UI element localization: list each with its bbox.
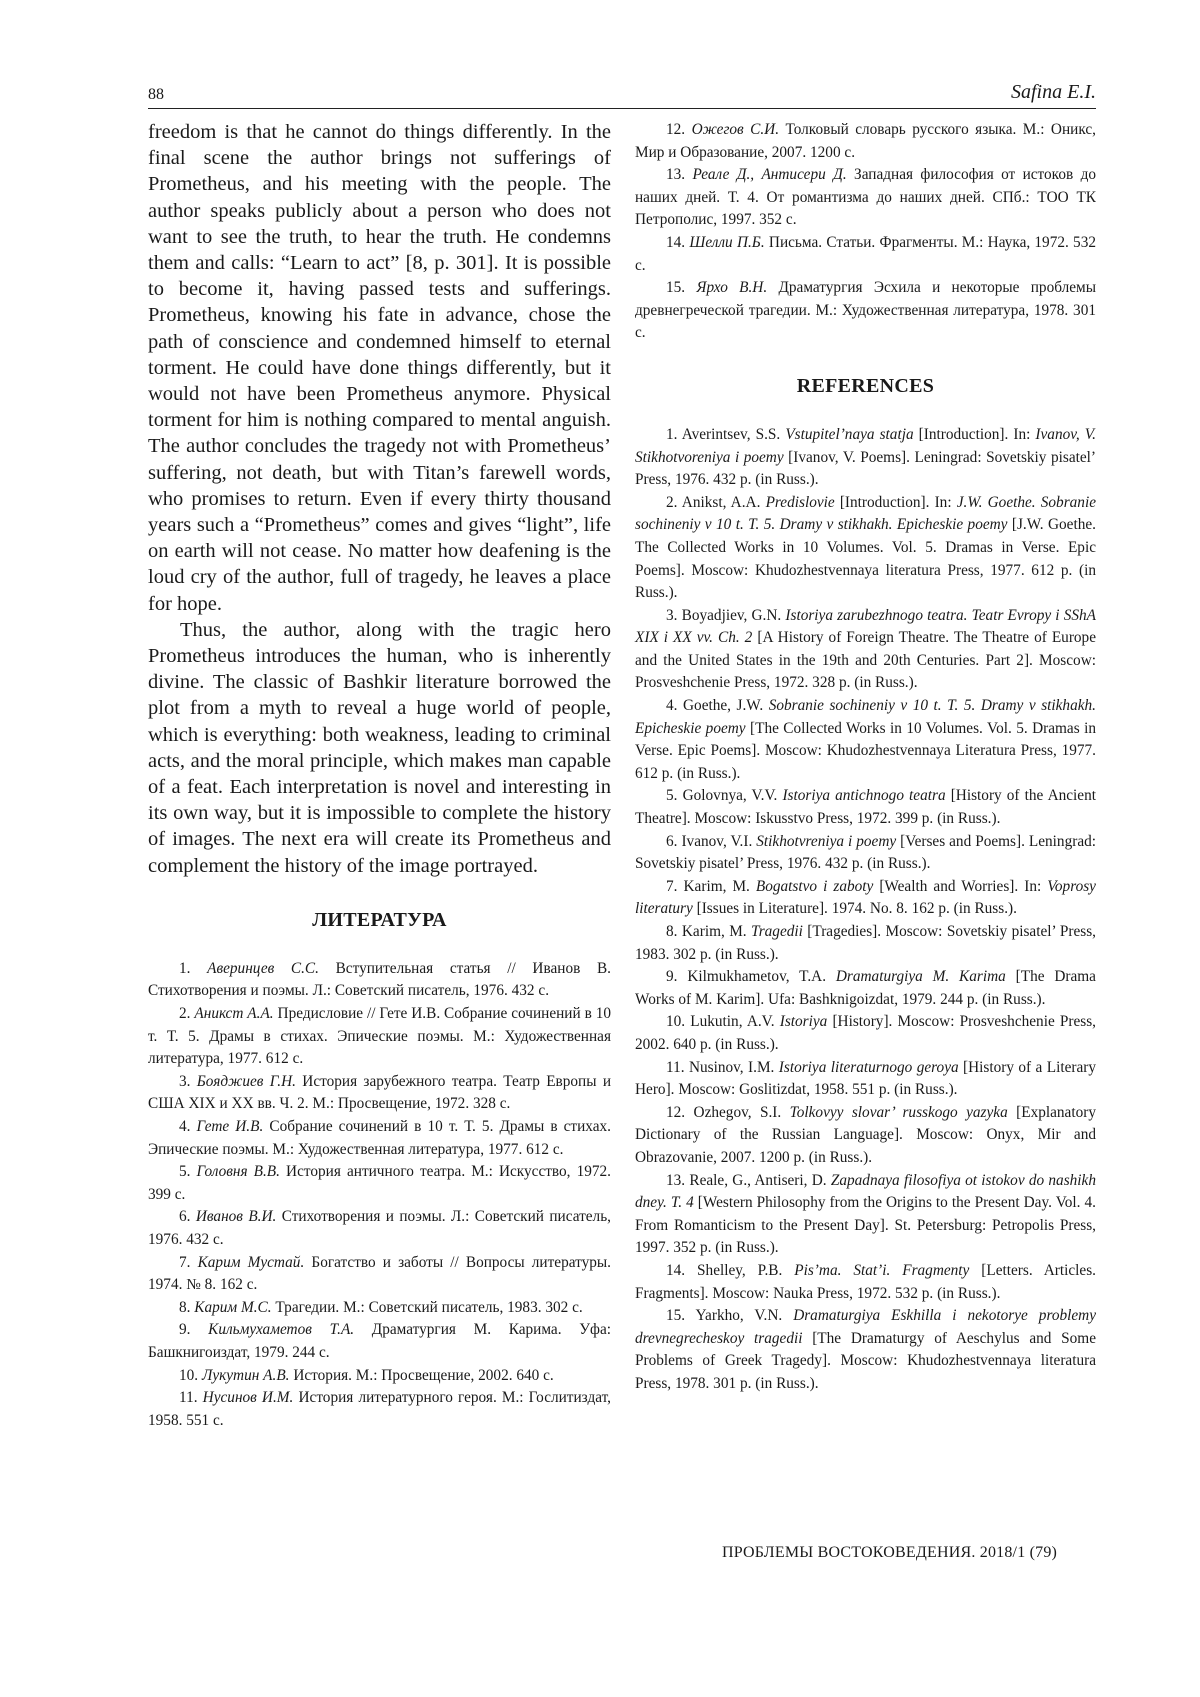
reference-item (635, 277, 1096, 345)
reference-number: 11. (666, 1058, 685, 1076)
reference-title: Zapadnaya filosofiya ot istokov do nashikh dney. T. 4 (635, 1171, 1096, 1212)
reference-text: Стихотворения и поэмы. Л.: Советский писатель, 1976. 432 с. (148, 1208, 611, 1249)
reference-author: Ivanov, V.I. (677, 832, 757, 850)
reference-author: Ozhegov, S.I. (685, 1103, 790, 1121)
reference-text: [The Drama Works of M. Karim]. Ufa: Bashknigoizdat, 1979. 244 p. (in Russ.). (635, 968, 1096, 1008)
reference-item (635, 921, 1096, 966)
reference-number: 5. (179, 1163, 197, 1181)
reference-text: [Ivanov, V. Poems]. Leningrad: Sovetskiy pisatel’ Press, 1976. 432 p. (in Russ.). (635, 448, 1096, 489)
reference-item (635, 1260, 1096, 1305)
reference-title: Tolkovyy slovar’ russkogo yazyka (789, 1103, 1008, 1121)
reference-text: [Tragedies]. Moscow: Sovetskiy pisatel’ Press, 1983. 302 p. (in Russ.). (635, 923, 1096, 963)
reference-text: [J.W. Goethe. The Collected Works in 10 Volumes. Vol. 5. Dramas in Verse. Epic Poems]. Moscow: Khudozhestvennaya literatura Press, 1977. 612 p. (in Russ.). (635, 516, 1096, 602)
reference-text: [Wealth and Worries]. In: (873, 877, 1048, 895)
reference-author: Lukutin, A.V. (685, 1013, 780, 1031)
literatura-list (148, 958, 611, 1432)
reference-title: Sobranie sochineniy v 10 t. T. 5. Dramy v stikhakh. Epicheskie poemy (635, 697, 1096, 737)
reference-author: Головня В.В. (196, 1163, 280, 1181)
reference-text: История. М.: Просвещение, 2002. 640 с. (289, 1366, 554, 1384)
reference-source: J.W. Goethe. Sobranie sochineniy v 10 t. T. 5. Dramy v stikhakh. Epicheskie poemy (635, 493, 1096, 534)
reference-item (635, 164, 1096, 232)
reference-number: 10. (666, 1013, 686, 1031)
reference-number: 12. (666, 1103, 686, 1121)
reference-author: Гете И.В. (196, 1118, 264, 1136)
reference-title: Dramaturgiya M. Karima (835, 968, 1006, 986)
reference-author: Goethe, J.W. (677, 697, 769, 715)
reference-text: Письма. Статьи. Фрагменты. М.: Наука, 1972. 532 с. (635, 233, 1096, 274)
references-list (635, 424, 1096, 1396)
reference-title: Pis’ma. Stat’i. Fragmenty (794, 1261, 970, 1279)
reference-item (148, 1116, 611, 1161)
reference-title: Stikhotvreniya i poemy (756, 832, 897, 850)
reference-item (635, 876, 1096, 921)
reference-number: 3. (666, 606, 678, 624)
reference-text: [Verses and Poems]. Leningrad: Sovetskiy pisatel’ Press, 1976. 432 p. (in Russ.). (635, 832, 1097, 873)
reference-number: 1. (179, 959, 208, 977)
reference-text: Богатство и заботы // Вопросы литературы. 1974. № 8. 162 с. (148, 1253, 612, 1294)
reference-item (635, 605, 1096, 695)
reference-author: Yarkho, V.N. (685, 1307, 794, 1325)
running-author: Safina E.I. (1011, 81, 1096, 103)
reference-number: 12. (666, 121, 692, 138)
reference-author: Иванов В.И. (195, 1208, 277, 1226)
reference-title: Istoriya (779, 1013, 828, 1031)
reference-item (148, 1206, 611, 1251)
reference-author: Golovnya, V.V. (677, 787, 783, 805)
reference-text: [The Collected Works in 10 Volumes. Vol. 5. Dramas in Verse. Epic Poems]. Moscow: Khudozhestvennaya Literatura Press, 1977. 612 p. (in Russ.). (635, 719, 1096, 782)
reference-number: 9. (666, 968, 678, 986)
reference-item (148, 1071, 611, 1116)
reference-number: 13. (666, 166, 693, 184)
reference-text: Западная философия от истоков до наших дней. Т. 4. От романтизма до наших дней. СПб.: ТОО ТК Петрополис, 1997. 352 с. (635, 166, 1096, 229)
reference-text: Драматургия М. Карима. Уфа: Башкнигоиздат, 1979. 244 с. (148, 1321, 612, 1361)
literatura-list-continued (635, 119, 1096, 345)
reference-item (148, 1297, 611, 1320)
reference-text: [Introduction]. In: (834, 493, 957, 511)
reference-author: Boyadjiev, G.N. (677, 606, 786, 624)
reference-text: [History of the Ancient Theatre]. Moscow: Iskusstvo Press, 1972. 399 p. (in Russ.). (635, 787, 1096, 828)
reference-item (635, 1170, 1096, 1260)
reference-item (148, 1252, 611, 1297)
reference-text: [A History of Foreign Theatre. The Theatre of Europe and the United States in the 19th and 20th Centuries. Part 2]. Moscow: Prosveshchenie Press, 1972. 328 p. (in Russ.). (635, 629, 1096, 692)
reference-author: Averintsev, S.S. (677, 425, 786, 443)
body-paragraph: freedom is that he cannot do things differently. In the final scene the author brings not sufferings of Prometheus, and his meeting with the people. The author speaks publicly about a person who does not want to see the truth, to hear the truth. He condemns them and calls: “Learn to act” [8, p. 301]. It is possible to become it, having passed tests and sufferings. Prometheus, knowing his fate in advance, chose the path of conscience and condemned himself to eternal torment. He could have done things differently, but it would not have been Prometheus anymore. Physical torment for him is nothing compared to mental anguish. The author concludes the tragedy not with Prometheus’ suffering, not death, but with Titan’s farewell words, who promises to return. Even if every thirty thousand years such a “Prometheus” comes and gives “light”, life on earth will not cease. No matter how deafening is the loud cry of the author, full of tragedy, he leaves a place for hope. (148, 121, 611, 615)
references-heading: REFERENCES (796, 374, 935, 397)
main-text (148, 119, 611, 879)
reference-title: Tragedii (751, 923, 803, 940)
reference-item (635, 1305, 1096, 1395)
reference-text: [Introduction]. In: (913, 425, 1036, 443)
reference-number: 9. (179, 1321, 209, 1339)
reference-author: Nusinov, I.M. (684, 1058, 779, 1076)
reference-author: Karim, M. (677, 923, 752, 940)
reference-number: 11. (179, 1389, 203, 1407)
reference-author: Кильмухаметов Т.А. (208, 1321, 355, 1339)
reference-author: Shelley, P.B. (685, 1261, 795, 1279)
reference-item (148, 1319, 611, 1364)
reference-number: 13. (666, 1171, 686, 1189)
journal-footer: ПРОБЛЕМЫ ВОСТОКОВЕДЕНИЯ. 2018/1 (79) (722, 1544, 1058, 1561)
reference-author: Лукутин А.В. (201, 1366, 290, 1384)
reference-author: Reale, G., Antiseri, D. (685, 1171, 831, 1189)
reference-title: Istoriya zarubezhnogo teatra. Teatr Evropy i SShA XIX i XX vv. Ch. 2 (635, 606, 1097, 647)
reference-source: Ivanov, V. Stikhotvoreniya i poemy (635, 425, 1096, 466)
reference-item (148, 958, 611, 1003)
reference-number: 7. (179, 1253, 198, 1271)
reference-text: [Explanatory Dictionary of the Russian Language]. Moscow: Onyx, Mir and Obrazovanie, 2007. 1200 p. (in Russ.). (635, 1103, 1096, 1166)
reference-item (148, 1387, 611, 1432)
reference-number: 6. (666, 832, 678, 850)
reference-item (148, 1365, 611, 1388)
literatura-heading: ЛИТЕРАТУРА (312, 908, 447, 931)
reference-number: 15. (666, 279, 697, 297)
reference-text: Толковый словарь русского языка. М.: Оникс, Мир и Образование, 2007. 1200 с. (635, 121, 1096, 161)
reference-text: [Western Philosophy from the Origins to the Present Day. Vol. 4. From Romanticism to the Present Day]. St. Petersburg: Petropolis Press, 1997. 352 p. (in Russ.). (635, 1194, 1096, 1257)
reference-text: История античного театра. М.: Искусство, 1972. 399 с. (148, 1163, 611, 1203)
page (148, 78, 1097, 1429)
reference-text: Собрание сочинений в 10 т. Т. 5. Драмы в стихах. Эпические поэмы. М.: Художественная литература, 1977. 612 с. (148, 1118, 611, 1158)
reference-item (635, 492, 1096, 605)
reference-author: Карим М.С. (194, 1298, 272, 1316)
reference-item (635, 1057, 1096, 1102)
reference-text: [Letters. Articles. Fragments]. Moscow: Nauka Press, 1972. 532 p. (in Russ.). (635, 1261, 1096, 1302)
reference-number: 4. (666, 697, 678, 715)
reference-item (635, 232, 1096, 277)
running-header (148, 78, 1096, 109)
reference-number: 4. (179, 1118, 197, 1136)
reference-author: Реале Д., Антисери Д. (692, 166, 847, 184)
reference-author: Ярхо В.Н. (696, 279, 768, 297)
reference-item (635, 1011, 1096, 1056)
reference-text: [History of a Literary Hero]. Moscow: Goslitizdat, 1958. 551 p. (in Russ.). (635, 1058, 1096, 1099)
reference-number: 2. (179, 1005, 195, 1023)
reference-number: 2. (666, 493, 678, 511)
reference-text: [History]. Moscow: Prosveshchenie Press, 2002. 640 p. (in Russ.). (635, 1013, 1096, 1053)
reference-author: Anikst, A.A. (677, 493, 766, 511)
page-number: 88 (148, 86, 164, 103)
reference-author: Kilmukhametov, T.A. (677, 968, 836, 986)
reference-number: 8. (666, 923, 678, 940)
reference-source: Voprosy literatury (635, 877, 1096, 918)
right-column (635, 119, 1096, 1395)
reference-author: Аникст А.А. (194, 1005, 274, 1023)
reference-author: Шелли П.Б. (689, 233, 765, 251)
body-paragraph: Thus, the author, along with the tragic hero Prometheus introduces the human, who is inherently divine. The classic of Bashkir literature borrowed the plot from a myth to reveal a huge world of people, which is everything: both weakness, leading to criminal acts, and the moral principle, which makes man capable of a feat. Each interpretation is novel and interesting in its own way, but it is impossible to complete the history of images. The next era will create its Prometheus and complement the history of the image portrayed. (148, 618, 611, 877)
reference-text: История литературного героя. М.: Гослитиздат, 1958. 551 с. (148, 1389, 611, 1429)
reference-author: Бояджиев Г.Н. (196, 1072, 296, 1090)
reference-item (635, 119, 1096, 164)
reference-number: 3. (179, 1072, 197, 1090)
reference-text: Вступительная статья // Иванов В. Стихотворения и поэмы. Л.: Советский писатель, 1976. 432 с. (148, 959, 611, 1000)
reference-number: 14. (666, 1261, 686, 1279)
reference-title: Dramaturgiya Eskhilla i nekotorye problemy drevnegrecheskoy tragedii (635, 1307, 1096, 1347)
reference-number: 15. (666, 1307, 686, 1325)
reference-title: Istoriya literaturnogo geroya (778, 1058, 959, 1076)
reference-number: 5. (666, 787, 678, 805)
reference-text: История зарубежного театра. Театр Европы и США XIX и XX вв. Ч. 2. М.: Просвещение, 1972. 328 с. (148, 1072, 612, 1113)
reference-title: Vstupitel’naya statja (785, 425, 914, 443)
reference-text: Трагедии. М.: Советский писатель, 1983. 302 с. (271, 1298, 583, 1316)
reference-item (148, 1003, 611, 1071)
reference-author: Нусинов И.М. (202, 1389, 294, 1407)
reference-author: Ожегов С.И. (691, 121, 780, 138)
reference-number: 6. (179, 1208, 196, 1226)
reference-item (635, 695, 1096, 785)
reference-item (148, 1161, 611, 1206)
reference-author: Karim, M. (677, 877, 756, 895)
reference-number: 1. (666, 425, 678, 443)
reference-number: 7. (666, 877, 678, 895)
reference-item (635, 1102, 1096, 1170)
reference-item (635, 424, 1096, 492)
reference-number: 8. (179, 1298, 195, 1316)
reference-title: Bogatstvo i zaboty (755, 877, 874, 895)
reference-item (635, 966, 1096, 1011)
left-column (148, 119, 611, 1432)
reference-number: 10. (179, 1366, 202, 1384)
reference-title: Predislovie (765, 493, 835, 511)
reference-text: [The Dramaturgy of Aeschylus and Some Problems of Greek Tragedy]. Moscow: Khudozhestvennaya literatura Press, 1978. 301 p. (in Russ.). (635, 1329, 1096, 1392)
reference-number: 14. (666, 233, 690, 251)
reference-text: [Issues in Literature]. 1974. No. 8. 162 p. (in Russ.). (692, 900, 1017, 918)
reference-text: Драматургия Эсхила и некоторые проблемы древнегреческой трагедии. М.: Художественная литература, 1978. 301 с. (635, 279, 1097, 342)
reference-item (635, 785, 1096, 830)
reference-text: Предисловие // Гете И.В. Собрание сочинений в 10 т. Т. 5. Драмы в стихах. Эпические поэмы. М.: Художественная литература, 1977. 612 с. (148, 1005, 612, 1068)
reference-title: Istoriya antichnogo teatra (782, 787, 946, 805)
reference-item (635, 831, 1096, 876)
reference-author: Аверинцев С.С. (207, 959, 319, 977)
reference-author: Карим Мустай. (197, 1253, 305, 1271)
